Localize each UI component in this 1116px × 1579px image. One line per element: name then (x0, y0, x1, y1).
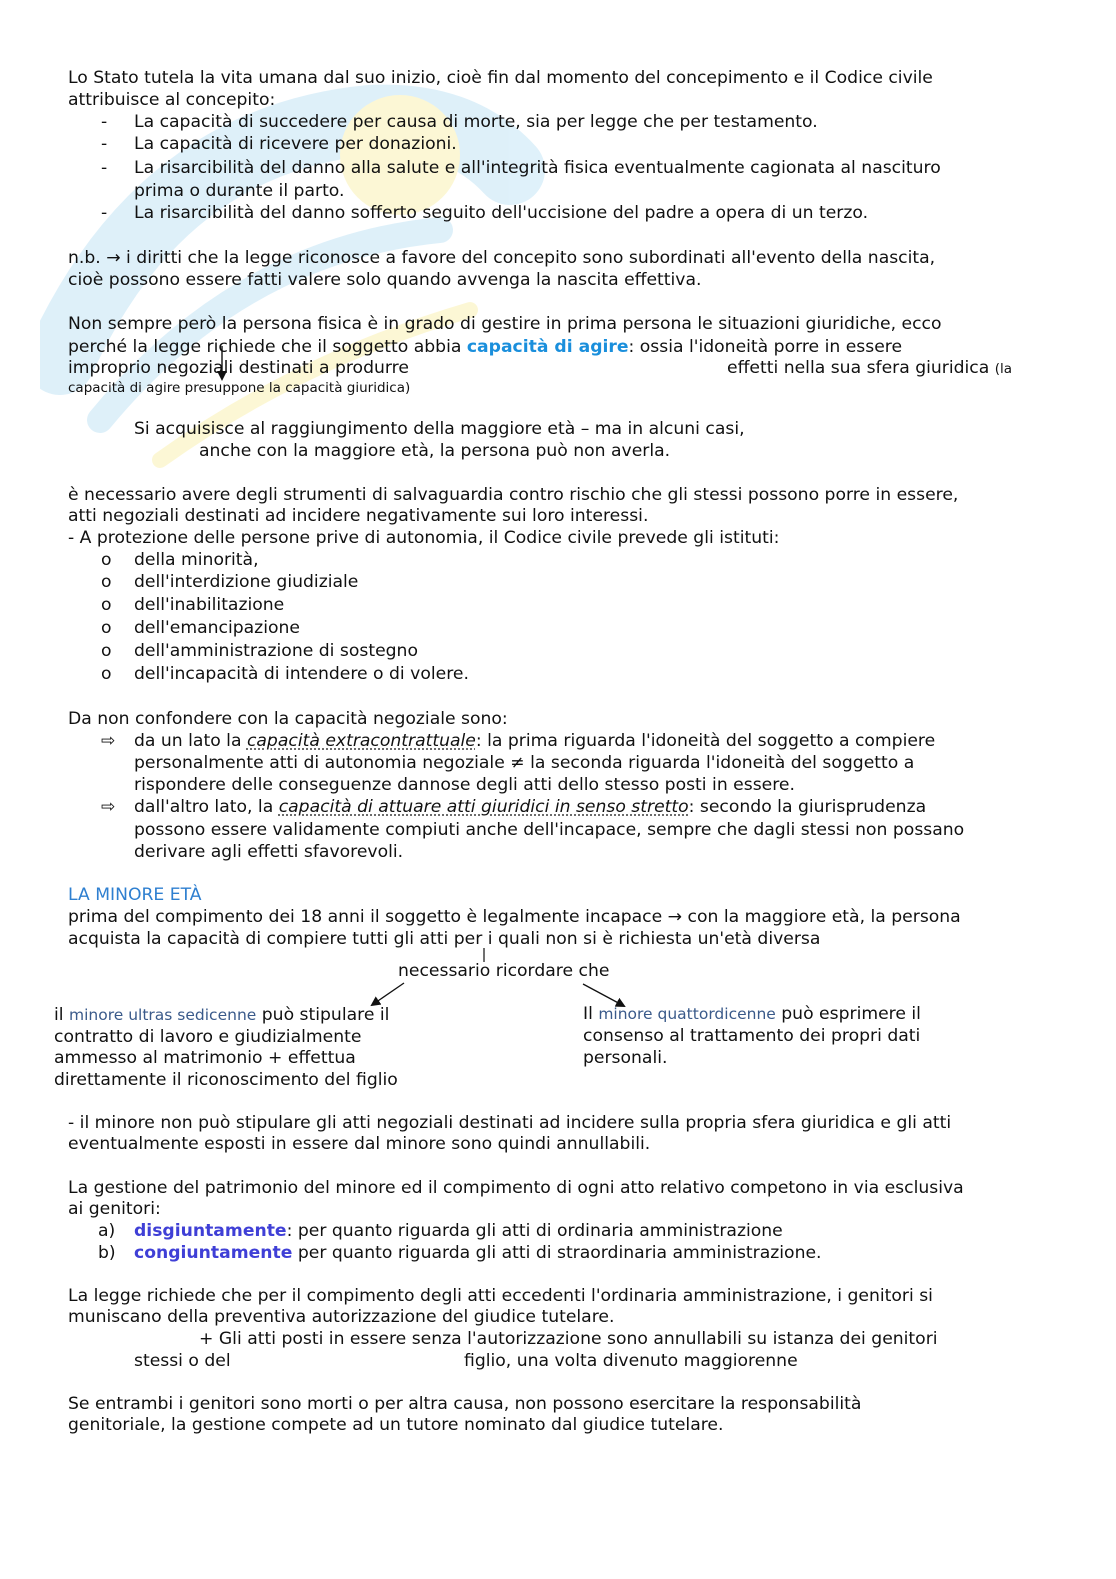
paragraph-capacity-line-3a: improprio negoziali destinati a produrre (68, 358, 409, 378)
paragraph-safeguard-line-2: atti negoziali destinati ad incidere negativamente sui loro interessi. (68, 506, 649, 526)
left-box-line-4: direttamente il riconoscimento del figlio (54, 1070, 398, 1090)
list-item: La capacità di succedere per causa di morte, sia per legge che per testamento. (134, 112, 818, 132)
list-item: La risarcibilità del danno sofferto seguito dell'uccisione del padre a opera di un terzo. (134, 203, 869, 223)
term-minore-ultras-sedicenne: minore ultras sedicenne (69, 1006, 257, 1024)
paragraph-authorization-line-4a: stessi o del (134, 1351, 231, 1371)
arrow-to-left-box (372, 983, 404, 1005)
paragraph-authorization-line-3: + Gli atti posti in essere senza l'autorizzazione sono annullabili su istanza dei genitori (199, 1329, 938, 1349)
list-item: dell'interdizione giudiziale (134, 572, 359, 592)
left-box-line-3: ammesso al matrimonio + effettua (54, 1048, 356, 1068)
arrow-to-right-box (583, 984, 624, 1006)
paragraph-minor-acts-line-2: eventualmente esposti in essere dal minore sono quindi annullabili. (68, 1134, 651, 1154)
circle-bullet: o (101, 664, 112, 684)
term-disgiuntamente: disgiuntamente (134, 1221, 287, 1241)
list-letter-a: a) (98, 1221, 116, 1241)
note-line-1: n.b. → i diritti che la legge riconosce a favore del concepito sono subordinati all'evento della nascita, (68, 248, 936, 268)
dash-bullet: - (101, 134, 108, 154)
paragraph-majority-line-1: Si acquisisce al raggiungimento della maggiore età – ma in alcuni casi, (134, 419, 745, 439)
paragraph-authorization-line-1: La legge richiede che per il compimento degli atti eccedenti l'ordinaria amministrazione, i genitori si (68, 1286, 933, 1306)
paragraph-patrimony-line-2: ai genitori: (68, 1199, 161, 1219)
circle-bullet: o (101, 572, 112, 592)
term-capacita-extracontrattuale: capacità extracontrattuale (246, 731, 476, 751)
right-box-line-3: personali. (583, 1048, 668, 1068)
section-line-1: prima del compimento dei 18 anni il soggetto è legalmente incapace → con la maggiore età, la persona (68, 907, 961, 927)
dash-bullet: - (101, 203, 108, 223)
text-run: perché la legge richiede che il soggetto abbia (68, 337, 467, 357)
distinction-item-1-line-2: personalmente atti di autonomia negoziale ≠ la seconda riguarda l'idoneità del soggetto a (134, 753, 915, 773)
paragraph-patrimony-line-1: La gestione del patrimonio del minore ed il compimento di ogni atto relativo competono in via esclusiva (68, 1178, 964, 1198)
text-run: da un lato la (134, 731, 247, 751)
text-run: Il (583, 1004, 599, 1024)
distinction-item-2-line-2: possono essere validamente compiuti anche dell'incapace, sempre che dagli stessi non possano (134, 820, 965, 840)
paragraph-majority-line-2: anche con la maggiore età, la persona può non averla. (199, 441, 671, 461)
paragraph-tutor-line-2: genitoriale, la gestione compete ad un tutore nominato dal giudice tutelare. (68, 1415, 724, 1435)
distinction-item-2-line-3: derivare agli effetti sfavorevoli. (134, 842, 404, 862)
text-run: effetti nella sua sfera giuridica (727, 358, 990, 378)
arrow-bullet-icon: ⇨ (101, 797, 116, 817)
paragraph-capacity-line-1: Non sempre però la persona fisica è in grado di gestire in prima persona le situazioni giuridiche, ecco (68, 314, 942, 334)
text-run: : ossia l'idoneità porre in essere (628, 337, 903, 357)
text-run: : secondo la giurisprudenza (688, 797, 927, 817)
term-minore-quattordicenne: minore quattordicenne (598, 1005, 776, 1023)
right-box-line-2: consenso al trattamento dei propri dati (583, 1026, 921, 1046)
term-atti-giuridici-senso-stretto: capacità di attuare atti giuridici in senso stretto (278, 797, 689, 817)
circle-bullet: o (101, 595, 112, 615)
paragraph-minor-acts-line-1: - il minore non può stipulare gli atti negoziali destinati ad incidere sulla propria sfera giuridica e gli atti (68, 1113, 952, 1133)
paragraph-intro-line-2: attribuisce al concepito: (68, 90, 276, 110)
text-run: il (54, 1005, 70, 1025)
section-title: LA MINORE ETÀ (68, 885, 202, 905)
paragraph-authorization-line-2: muniscano della preventiva autorizzazione del giudice tutelare. (68, 1307, 615, 1327)
list-item: dell'amministrazione di sostegno (134, 641, 418, 661)
term-capacita-di-agire: capacità di agire (466, 337, 629, 357)
circle-bullet: o (101, 550, 112, 570)
section-line-2: acquista la capacità di compiere tutti gli atti per i quali non si è richiesta un'età diversa (68, 929, 821, 949)
term-congiuntamente: congiuntamente (134, 1243, 293, 1263)
text-run: : per quanto riguarda gli atti di ordinaria amministrazione (286, 1221, 783, 1241)
list-item: La capacità di ricevere per donazioni. (134, 134, 457, 154)
text-run: può stipulare il (256, 1005, 390, 1025)
list-item: dell'inabilitazione (134, 595, 285, 615)
left-box-line-2: contratto di lavoro e giudizialmente (54, 1027, 362, 1047)
distinction-item-1-line-3: rispondere delle conseguenze dannose degli atti dello stesso posti in essere. (134, 775, 795, 795)
dash-bullet: - (101, 158, 108, 178)
diagram-center-label: necessario ricordare che (398, 961, 610, 981)
dash-bullet: - (101, 112, 108, 132)
paragraph-distinction-title: Da non confondere con la capacità negoziale sono: (68, 709, 508, 729)
paragraph-intro-line-1: Lo Stato tutela la vita umana dal suo inizio, cioè fin dal momento del concepimento e il Codice civile (68, 68, 933, 88)
paragraph-safeguard-line-1: è necessario avere degli strumenti di salvaguardia contro rischio che gli stessi possono porre in essere, (68, 485, 959, 505)
paragraph-tutor-line-1: Se entrambi i genitori sono morti o per altra causa, non possono esercitare la responsabilità (68, 1394, 862, 1414)
list-item: dell'incapacità di intendere o di volere. (134, 664, 469, 684)
paragraph-authorization-line-4b: figlio, una volta divenuto maggiorenne (464, 1351, 798, 1371)
paragraph-capacity-note: capacità di agire presuppone la capacità giuridica) (68, 380, 411, 396)
text-run: dall'altro lato, la (134, 797, 279, 817)
circle-bullet: o (101, 618, 112, 638)
list-item-continuation: prima o durante il parto. (134, 181, 345, 201)
list-item: dell'emancipazione (134, 618, 300, 638)
list-item: La risarcibilità del danno alla salute e all'integrità fisica eventualmente cagionata al nascituro (134, 158, 941, 178)
text-run: : la prima riguarda l'idoneità del soggetto a compiere (475, 731, 936, 751)
text-run: può esprimere il (775, 1004, 921, 1024)
note-line-2: cioè possono essere fatti valere solo quando avvenga la nascita effettiva. (68, 270, 702, 290)
list-item: della minorità, (134, 550, 259, 570)
text-run-small: (la (994, 361, 1013, 377)
paragraph-safeguard-line-3: - A protezione delle persone prive di autonomia, il Codice civile prevede gli istituti: (68, 528, 780, 548)
list-letter-b: b) (98, 1243, 116, 1263)
circle-bullet: o (101, 641, 112, 661)
text-run: per quanto riguarda gli atti di straordinaria amministrazione. (292, 1243, 822, 1263)
arrow-bullet-icon: ⇨ (101, 731, 116, 751)
